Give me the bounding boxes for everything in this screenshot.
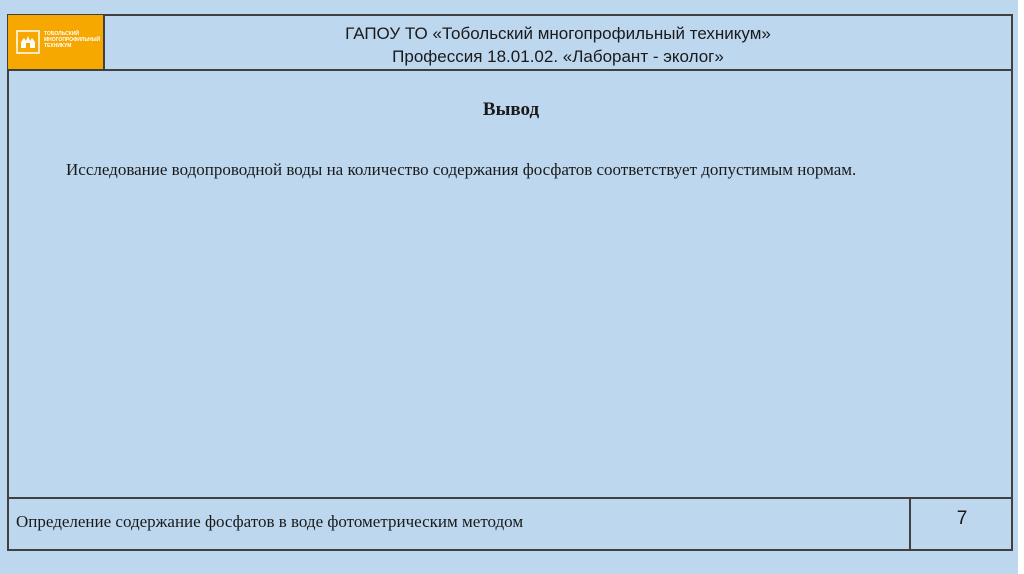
college-logo	[8, 15, 103, 69]
page-number-divider	[909, 497, 911, 551]
frame-bottom-border	[7, 549, 1013, 551]
page-number: 7	[956, 508, 968, 529]
logo-text: ТОБОЛЬСКИЙ МНОГОПРОФИЛЬНЫЙ ТЕХНИКУМ	[44, 31, 101, 49]
footer-divider	[7, 497, 1013, 499]
section-title: Вывод	[482, 99, 540, 120]
frame-right-border	[1011, 14, 1013, 551]
logo-emblem-icon	[16, 30, 40, 54]
profession-line: Профессия 18.01.02. «Лаборант - эколог»	[392, 47, 724, 66]
frame-left-border	[7, 14, 9, 551]
frame-top-border	[7, 14, 1013, 16]
footer-topic: Определение содержание фосфатов в воде фотометрическим методом	[16, 512, 524, 531]
conclusion-text: Исследование водопроводной воды на количество содержания фосфатов соответствует допустимым нормам.	[66, 160, 857, 179]
institution-name: ГАПОУ ТО «Тобольский многопрофильный техникум»	[345, 24, 771, 43]
slide-edge	[1018, 0, 1024, 574]
header-divider	[7, 69, 1013, 71]
